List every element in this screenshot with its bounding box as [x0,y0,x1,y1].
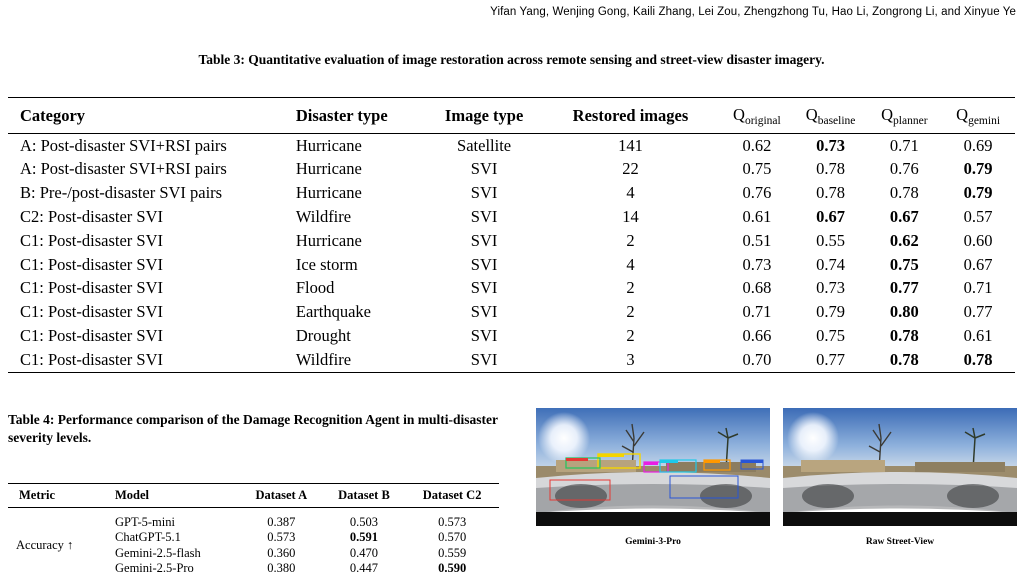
table3 [8,97,1015,373]
table-row [8,277,1015,301]
cell-disaster-type: Hurricane [295,135,362,155]
cell-q-gemini: 0.78 [963,349,993,369]
table-row [8,301,1015,325]
cell-q-planner: 0.77 [889,278,919,298]
cell-category: A: Post-disaster SVI+RSI pairs [20,135,227,155]
cell-q-gemini: 0.67 [963,254,993,274]
cell-q-gemini: 0.69 [963,135,993,155]
cell-restored-images: 4 [626,183,635,203]
q-symbol: Q [881,104,894,124]
cell-dataset-c2: 0.570 [438,530,467,544]
cell-q-original: 0.66 [742,326,772,346]
cell-dataset-a: 0.573 [267,530,296,544]
tire [700,484,752,508]
cell-q-baseline: 0.75 [816,326,846,346]
cell-q-planner: 0.67 [889,207,919,227]
cell-restored-images: 14 [622,207,639,227]
table4-header-row [8,484,499,508]
header-q-planner [867,98,941,134]
header-category: Category [20,105,86,125]
cell-dataset-c2: 0.559 [438,545,467,560]
cell-q-baseline: 0.79 [816,302,846,322]
table3-header-row [8,98,1015,134]
table-row [8,229,1015,253]
cell-category: A: Post-disaster SVI+RSI pairs [20,159,227,179]
cell-image-type: SVI [470,302,498,322]
cell-q-original: 0.70 [742,349,772,369]
header-model: Model [115,488,150,502]
cell-model: GPT-5-mini [115,514,175,529]
cell-q-original: 0.71 [742,302,772,322]
cell-restored-images: 22 [622,159,639,179]
cell-q-planner: 0.75 [889,254,919,274]
cell-q-gemini: 0.79 [963,159,993,179]
table-row [8,253,1015,277]
cell-disaster-type: Earthquake [295,302,371,322]
table-row [8,348,1015,372]
cell-category: C1: Post-disaster SVI [20,254,164,274]
cell-disaster-type: Flood [295,278,335,298]
cell-dataset-c2: 0.590 [438,561,467,575]
cell-q-original: 0.68 [742,278,772,298]
cell-q-planner: 0.71 [889,135,919,155]
cell-q-original: 0.62 [742,135,772,155]
header-metric: Metric [19,488,56,502]
cell-q-baseline: 0.73 [816,135,846,155]
cell-model: Gemini-2.5-flash [115,545,201,560]
q-subscript: baseline [817,114,856,127]
cell-category: C2: Post-disaster SVI [20,207,164,227]
cell-category: C1: Post-disaster SVI [20,230,164,250]
figure-label-right: Raw Street-View [865,537,935,547]
cell-disaster-type: Ice storm [295,254,358,274]
cell-model: ChatGPT-5.1 [115,530,181,544]
table-row [8,158,1015,182]
car-shadow [536,512,770,526]
cell-restored-images: 2 [626,230,635,250]
cell-restored-images: 3 [626,349,635,369]
raw-street-view-image [783,408,1017,526]
cell-q-planner: 0.78 [889,349,919,369]
tire [802,484,854,508]
table-row [8,134,1015,158]
cell-q-planner: 0.78 [889,183,919,203]
q-symbol: Q [805,104,818,124]
table-row [8,514,499,530]
cell-q-original: 0.73 [742,254,772,274]
table-row [8,324,1015,348]
cell-restored-images: 141 [618,135,643,155]
cell-disaster-type: Hurricane [295,183,362,203]
cell-dataset-b: 0.470 [349,545,378,560]
figure-label-left: Gemini-3-Pro [625,537,681,547]
q-symbol: Q [956,104,969,124]
detection-tag [704,460,720,463]
cell-q-gemini: 0.79 [963,183,993,203]
tire [947,484,999,508]
q-symbol: Q [733,104,745,124]
cell-category: C1: Post-disaster SVI [20,278,164,298]
debris [801,460,885,472]
cell-dataset-b: 0.447 [349,561,378,575]
cell-dataset-a: 0.387 [267,514,296,529]
cell-q-gemini: 0.71 [963,278,993,298]
cell-dataset-a: 0.360 [267,545,296,560]
cell-q-gemini: 0.77 [963,302,993,322]
q-subscript: gemini [968,114,1001,127]
header-q-original [720,98,794,134]
header-q-baseline [794,98,868,134]
header-restored-images: Restored images [572,105,689,125]
sun [538,412,590,464]
cell-q-planner: 0.78 [889,326,919,346]
cell-image-type: SVI [470,159,498,179]
cell-metric: Accuracy ↑ [16,537,74,552]
cell-category: B: Pre-/post-disaster SVI pairs [20,183,223,203]
cell-q-original: 0.51 [742,230,772,250]
cell-restored-images: 2 [626,278,635,298]
cell-category: C1: Post-disaster SVI [20,302,164,322]
cell-category: C1: Post-disaster SVI [20,349,164,369]
cell-q-planner: 0.80 [889,302,919,322]
cell-dataset-a: 0.380 [267,561,296,575]
cell-dataset-b: 0.591 [349,530,378,544]
cell-q-baseline: 0.78 [816,159,846,179]
debris [556,460,636,472]
cell-image-type: Satellite [457,135,512,155]
table-row [8,182,1015,206]
cell-model: Gemini-2.5-Pro [115,561,194,575]
cell-q-baseline: 0.77 [816,349,846,369]
cell-dataset-b: 0.503 [349,514,378,529]
detection-tag [598,454,624,457]
header-dataset-c2: Dataset C2 [422,488,482,502]
cell-image-type: SVI [470,183,498,203]
cell-q-baseline: 0.67 [816,207,846,227]
cell-image-type: SVI [470,349,498,369]
header-dataset-a: Dataset A [255,488,308,502]
detection-tag [644,462,658,465]
cell-q-original: 0.76 [742,183,772,203]
table4-caption: Table 4: Performance comparison of the Damage Recognition Agent in multi-disaster severity levels. [8,412,498,445]
q-subscript: planner [893,114,928,127]
cell-disaster-type: Hurricane [295,230,362,250]
debris [915,462,1005,472]
sun [787,412,839,464]
cell-q-baseline: 0.74 [816,254,846,274]
table4 [8,483,499,576]
table-row [8,205,1015,229]
cell-category: C1: Post-disaster SVI [20,326,164,346]
cell-restored-images: 2 [626,326,635,346]
cell-restored-images: 4 [626,254,635,274]
q-subscript: original [744,114,781,127]
table3-caption: Table 3: Quantitative evaluation of image restoration across remote sensing and street-view disaster imagery. [198,52,825,67]
cell-q-planner: 0.76 [889,159,919,179]
detection-tag [566,458,588,461]
header-dataset-b: Dataset B [338,488,390,502]
cell-q-planner: 0.62 [889,230,919,250]
cell-image-type: SVI [470,278,498,298]
car-shadow [783,512,1017,526]
cell-image-type: SVI [470,254,498,274]
cell-disaster-type: Wildfire [295,207,352,227]
header-image-type: Image type [444,105,524,125]
cell-q-baseline: 0.73 [816,278,846,298]
cell-image-type: SVI [470,207,498,227]
cell-q-gemini: 0.57 [963,207,993,227]
tire [555,484,607,508]
cell-dataset-c2: 0.573 [438,514,467,529]
header-q-gemini [941,98,1015,134]
detection-tag [660,460,678,463]
cell-disaster-type: Drought [295,326,351,346]
cell-q-gemini: 0.60 [963,230,993,250]
cell-disaster-type: Hurricane [295,159,362,179]
cell-restored-images: 2 [626,302,635,322]
gemini-3-pro-image [536,408,770,526]
cell-q-original: 0.75 [742,159,772,179]
cell-image-type: SVI [470,326,498,346]
cell-disaster-type: Wildfire [295,349,352,369]
cell-q-gemini: 0.61 [963,326,993,346]
header-disaster-type: Disaster type [295,105,388,125]
cell-image-type: SVI [470,230,498,250]
cell-q-original: 0.61 [742,207,772,227]
running-head: Yifan Yang, Wenjing Gong, Kaili Zhang, Lei Zou, Zhengzhong Tu, Hao Li, Zongrong Li, and Xinyue Ye [490,6,1016,18]
cell-q-baseline: 0.78 [816,183,846,203]
cell-q-baseline: 0.55 [816,230,846,250]
